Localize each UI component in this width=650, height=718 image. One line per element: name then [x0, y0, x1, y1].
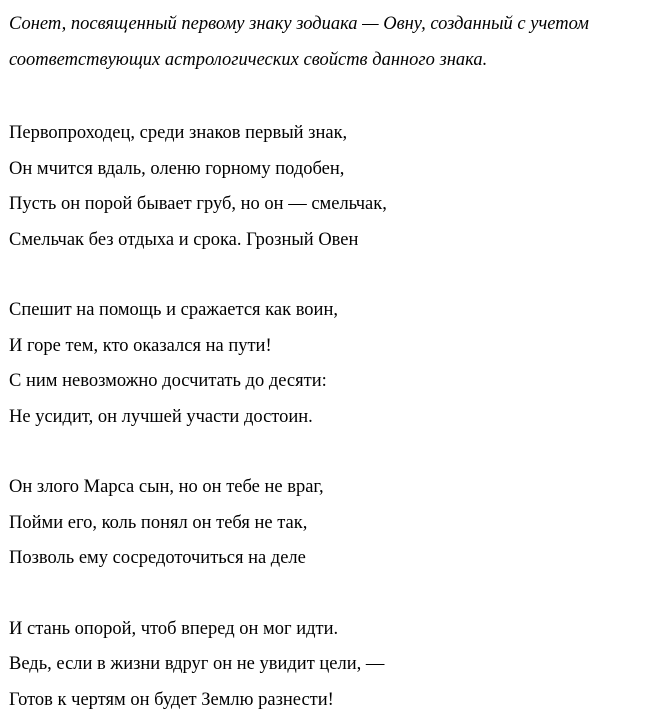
intro-line: соответствующих астрологических свойств данного знака.	[9, 43, 645, 79]
verse-line: Позволь ему сосредоточиться на деле	[9, 541, 645, 577]
verse-line: И горе тем, кто оказался на пути!	[9, 329, 645, 365]
verse-line: И стань опорой, чтоб вперед он мог идти.	[9, 612, 645, 648]
verse-line: Он мчится вдаль, оленю горному подобен,	[9, 152, 645, 188]
verse-line: Готов к чертям он будет Землю разнести!	[9, 683, 645, 718]
verse-line: С ним невозможно досчитать до десяти:	[9, 364, 645, 400]
stanza-3	[9, 470, 645, 577]
stanza-4	[9, 612, 645, 718]
verse-line: Он злого Марса сын, но он тебе не враг,	[9, 470, 645, 506]
stanza-1	[9, 116, 645, 258]
verse-line: Первопроходец, среди знаков первый знак,	[9, 116, 645, 152]
intro-paragraph	[9, 7, 645, 78]
verse-line: Смельчак без отдыха и срока. Грозный Овен	[9, 223, 645, 259]
verse-line: Пойми его, коль понял он тебя не так,	[9, 506, 645, 542]
verse-line: Ведь, если в жизни вдруг он не увидит цели, —	[9, 647, 645, 683]
document-body	[9, 0, 645, 718]
stanza-2	[9, 293, 645, 435]
verse-line: Не усидит, он лучшей участи достоин.	[9, 400, 645, 436]
verse-line: Спешит на помощь и сражается как воин,	[9, 293, 645, 329]
verse-line: Пусть он порой бывает груб, но он — смельчак,	[9, 187, 645, 223]
intro-line: Сонет, посвященный первому знаку зодиака — Овну, созданный с учетом	[9, 7, 645, 43]
